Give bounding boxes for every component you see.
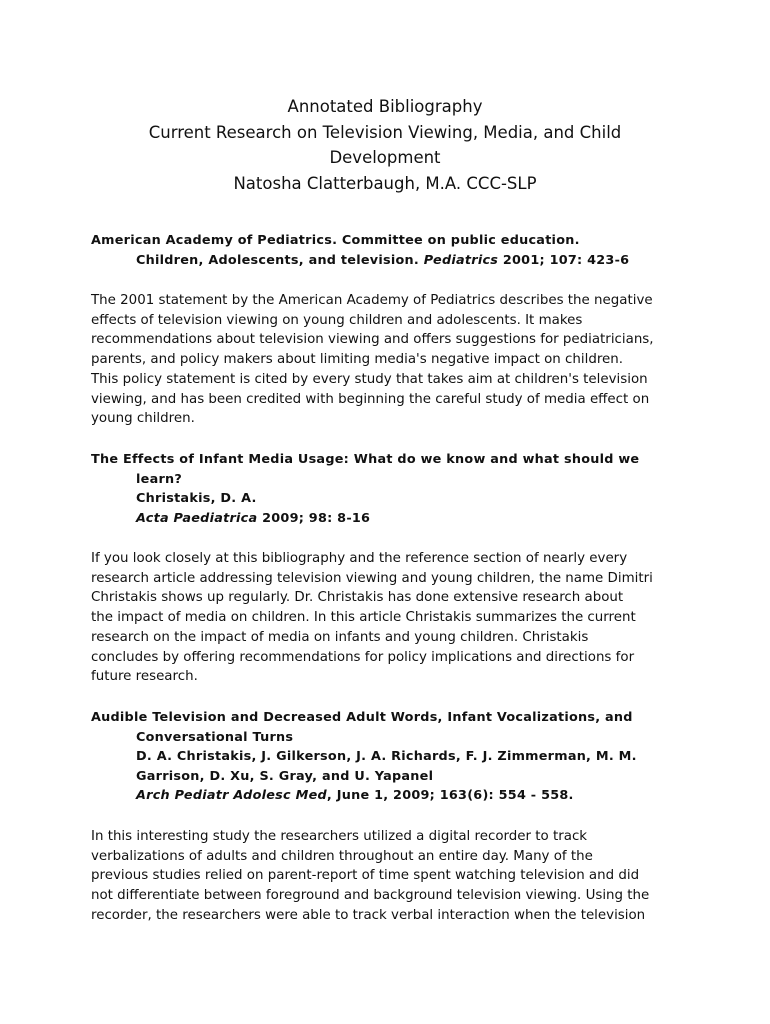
summary-line: recommendations about television viewing and offers suggestions for pediatricians,	[91, 332, 654, 348]
summary-line: The 2001 statement by the American Academy of Pediatrics describes the negative	[91, 293, 653, 308]
citation-1	[91, 231, 691, 270]
summary-line: In this interesting study the researchers utilized a digital recorder to track	[91, 829, 588, 844]
citation-line: Audible Television and Decreased Adult Words, Infant Vocalizations, and	[91, 710, 633, 725]
citation-line: learn?	[136, 471, 183, 487]
journal-name: Acta Paediatrica	[136, 510, 258, 526]
citation-2	[91, 450, 691, 528]
summary-1	[91, 291, 691, 429]
citation-authors: Garrison, D. Xu, S. Gray, and U. Yapanel	[136, 768, 434, 784]
summary-line: parents, and policy makers about limiting media's negative impact on children.	[91, 352, 624, 368]
citation-title: Children, Adolescents, and television.	[136, 252, 424, 268]
summary-line: previous studies relied on parent-report of time spent watching television and did	[91, 868, 640, 884]
summary-line: research on the impact of media on infants and young children. Christakis	[91, 629, 589, 645]
summary-line: Christakis shows up regularly. Dr. Christakis has done extensive research about	[91, 590, 624, 606]
citation-authors: Christakis, D. A.	[136, 491, 257, 506]
title-line: Annotated Bibliography	[287, 97, 483, 116]
citation-line: The Effects of Infant Media Usage: What do we know and what should we	[91, 452, 640, 467]
citation-3	[91, 708, 691, 806]
summary-line: young children.	[91, 411, 195, 427]
summary-line: viewing, and has been credited with beginning the careful study of media effect on	[91, 391, 650, 407]
title-line: Development	[329, 148, 441, 167]
title-line: Current Research on Television Viewing, Media, and Child	[148, 122, 622, 142]
citation-authors: D. A. Christakis, J. Gilkerson, J. A. Richards, F. J. Zimmerman, M. M.	[136, 749, 637, 764]
author-line: Natosha Clatterbaugh, M.A. CCC-SLP	[233, 173, 537, 193]
citation-line: Conversational Turns	[136, 729, 294, 745]
summary-line: concludes by offering recommendations for policy implications and directions for	[91, 649, 635, 665]
citation-line	[91, 509, 691, 529]
citation-line: American Academy of Pediatrics. Committee on public education.	[91, 233, 580, 248]
citation-line	[91, 251, 691, 271]
journal-name: Arch Pediatr Adolesc Med	[136, 788, 327, 803]
journal-name: Pediatrics	[423, 252, 499, 268]
citation-volume: , June 1, 2009; 163(6): 554 - 558.	[326, 788, 574, 803]
summary-line: recorder, the researchers were able to track verbal interaction when the television	[91, 907, 646, 923]
summary-line: the impact of media on children. In this article Christakis summarizes the current	[91, 610, 636, 626]
summary-line: not differentiate between foreground and background television viewing. Using the	[91, 888, 650, 904]
summary-line: research article addressing television viewing and young children, the name Dimitri	[91, 570, 653, 586]
citation-volume: 2001; 107: 423-6	[498, 252, 630, 268]
summary-2	[91, 549, 691, 687]
summary-3	[91, 827, 691, 926]
citation-line	[91, 786, 691, 806]
document-title	[60, 94, 710, 196]
summary-line: future research.	[91, 669, 198, 685]
summary-line: effects of television viewing on young children and adolescents. It makes	[91, 312, 583, 328]
summary-line: If you look closely at this bibliography and the reference section of nearly every	[91, 551, 628, 566]
citation-volume: 2009; 98: 8-16	[257, 510, 371, 526]
summary-line: verbalizations of adults and children throughout an entire day. Many of the	[91, 848, 593, 864]
summary-line: This policy statement is cited by every study that takes aim at children's television	[91, 371, 648, 387]
